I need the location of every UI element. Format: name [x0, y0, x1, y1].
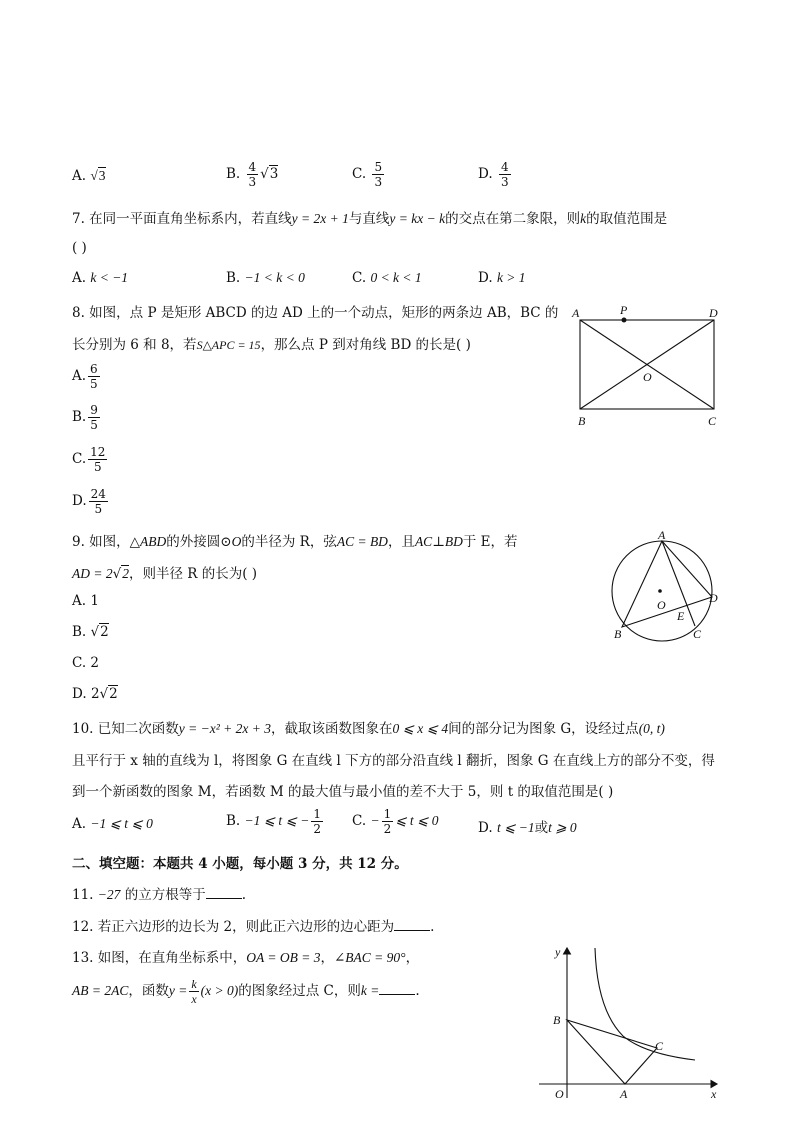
q10-option-c: C. − $\frac{1}{2}$ ⩽ t ⩽ 0: [352, 807, 439, 836]
q6-option-b: B. $\frac{4}{3}$ √3: [226, 160, 279, 189]
label-x: x: [711, 1087, 717, 1101]
center-o: [658, 589, 662, 593]
label-c: C: [693, 627, 702, 641]
label-a: A: [620, 1087, 628, 1101]
q6-option-a: A. √3: [72, 168, 106, 184]
label-c: C: [708, 414, 717, 428]
q7-option-b: B. −1 < k < 0: [226, 270, 305, 286]
q6-option-c: C. $\frac{5}{3}$: [352, 160, 383, 189]
label-b: B: [578, 414, 586, 428]
q10-stem-line2: 且平行于 x 轴的直线为 l，将图象 G 在直线 l 下方的部分沿直线 l 翻折，图象 G 在直线上方的部分不变，得: [72, 753, 715, 769]
q8-option-d: D. $\frac{24}{5}$: [72, 487, 106, 516]
q10-option-b: B. −1 ⩽ t ⩽ − $\frac{1}{2}$: [226, 807, 321, 836]
q11-stem: 11. −27 的立方根等于 .: [72, 887, 246, 903]
circumcircle-o: [612, 541, 712, 641]
q10-stem-line1: 10. 已知二次函数y = −x² + 2x + 3，截取该函数图象在0 ⩽ x ⩽ 4间的部分记为图象 G，设经过点(0, t): [72, 721, 665, 737]
q9-option-d: D. 2√2: [72, 686, 118, 702]
q12-stem: 12. 若正六边形的边长为 2，则此正六边形的边心距为 .: [72, 919, 435, 935]
label-d: D: [709, 591, 718, 605]
triangle-bac: [567, 1020, 657, 1084]
label-c: C: [655, 1039, 664, 1053]
q10-option-d: D. t ⩽ −1或t ⩾ 0: [478, 820, 577, 836]
label-b: B: [614, 627, 622, 641]
q8-stem-line2: 长分别为 6 和 8，若S△APC = 15，那么点 P 到对角线 BD 的长是( ): [72, 337, 471, 353]
q13-stem-line2: AB = 2AC，函数y = $\frac{k}{x}$ (x > 0)的图象经过点 C，则k = .: [72, 977, 420, 1006]
label-o: O: [643, 370, 652, 384]
q8-option-c: C. $\frac{12}{5}$: [72, 445, 106, 474]
q7-option-d: D. k > 1: [478, 270, 526, 286]
label-b: B: [553, 1013, 561, 1027]
q9-option-b: B. √2: [72, 624, 109, 640]
answer-blank: [206, 886, 242, 899]
label-d: D: [709, 306, 718, 320]
point-p: [622, 318, 627, 323]
label-a: A: [658, 530, 666, 542]
q10-stem-line3: 到一个新函数的图象 M，若函数 M 的最大值与最小值的差不大于 5，则 t 的取值范围是( ): [72, 784, 614, 800]
q8-option-b: B. $\frac{9}{5}$: [72, 403, 98, 432]
label-p: P: [620, 303, 628, 317]
label-a: A: [572, 306, 580, 320]
q13-coordinate-figure: [535, 940, 725, 1102]
q8-stem-line1: 8. 如图，点 P 是矩形 ABCD 的边 AD 上的一个动点，矩形的两条边 AB，BC 的: [72, 305, 559, 321]
q7-stem: 7. 在同一平面直角坐标系内，若直线y = 2x + 1与直线y = kx − k的交点在第二象限，则k的取值范围是: [72, 211, 668, 227]
q9-option-a: A. 1: [72, 593, 99, 609]
q9-circle-figure: [602, 530, 732, 648]
q9-stem-line1: 9. 如图，△ABD的外接圆⊙O的半径为 R，弦AC = BD，且AC⊥BD于 E，若: [72, 534, 518, 550]
label-o: O: [555, 1087, 564, 1101]
answer-blank: [394, 918, 430, 931]
q7-option-c: C. 0 < k < 1: [352, 270, 422, 286]
label-e: E: [677, 609, 685, 623]
q7-option-a: A. k < −1: [72, 270, 129, 286]
q6-option-d: D. $\frac{4}{3}$: [478, 160, 509, 189]
q13-stem-line1: 13. 如图，在直角坐标系中，OA = OB = 3，∠BAC = 90°，: [72, 950, 420, 966]
answer-blank: [379, 982, 415, 995]
q7-paren: ( ): [72, 240, 87, 256]
q8-rectangle-figure: [566, 300, 736, 432]
section-title-fill-in: 二、填空题：本题共 4 小题，每小题 3 分，共 12 分。: [72, 856, 408, 872]
q8-option-a: A. $\frac{6}{5}$: [72, 362, 98, 391]
label-o: O: [657, 598, 666, 612]
label-y: y: [555, 945, 561, 959]
q10-option-a: A. −1 ⩽ t ⩽ 0: [72, 816, 153, 832]
q9-option-c: C. 2: [72, 655, 100, 671]
q9-stem-line2: AD = 2√2，则半径 R 的长为( ): [72, 566, 258, 582]
hyperbola-curve: [595, 948, 695, 1060]
